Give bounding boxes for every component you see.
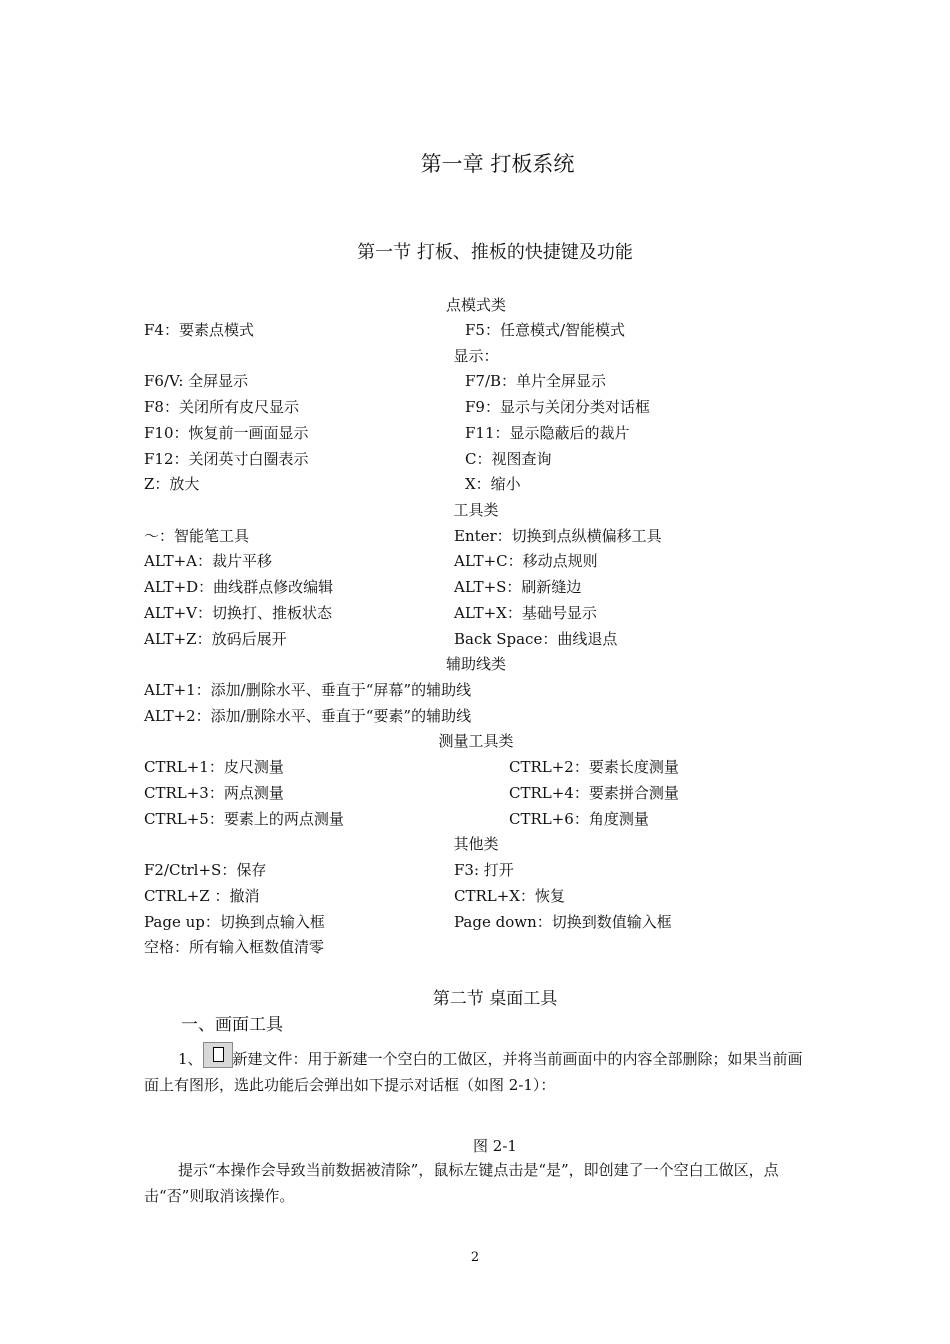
shortcut-f5: F5：任意模式/智能模式 [465, 321, 626, 339]
shortcut-pagedown: Page down：切换到数值输入框 [454, 913, 672, 931]
shortcut-ctrl-4: CTRL+4：要素拼合测量 [509, 784, 679, 802]
shortcut-ctrl-3: CTRL+3：两点测量 [144, 784, 284, 802]
shortcut-pageup: Page up：切换到点输入框 [144, 913, 325, 931]
shortcut-alt-a: ALT+A：裁片平移 [144, 552, 272, 570]
shortcut-f10: F10：恢复前一画面显示 [144, 424, 309, 442]
shortcut-tilde: ～：智能笔工具 [144, 527, 250, 545]
shortcut-ctrl-5: CTRL+5：要素上的两点测量 [144, 810, 344, 828]
shortcut-alt-z: ALT+Z：放码后展开 [144, 630, 287, 648]
shortcut-space: 空格：所有输入框数值清零 [144, 938, 325, 956]
category-tools: 工具类 [453, 501, 499, 519]
shortcut-enter: Enter：切换到点纵横偏移工具 [454, 527, 662, 545]
shortcut-alt-s: ALT+S：刷新缝边 [454, 578, 582, 596]
category-measure: 测量工具类 [438, 732, 514, 750]
page-number: 2 [470, 1250, 480, 1265]
shortcut-ctrl-2: CTRL+2：要素长度测量 [509, 758, 679, 776]
shortcut-alt-2: ALT+2：添加/删除水平、垂直于“要素”的辅助线 [144, 707, 472, 725]
shortcut-f6: F6/V: 全屏显示 [144, 372, 249, 390]
shortcut-redo: CTRL+X：恢复 [454, 887, 565, 905]
shortcut-ctrl-6: CTRL+6：角度测量 [509, 810, 649, 828]
section1-title: 第一节 打板、推板的快捷键及功能 [357, 242, 633, 263]
shortcut-open: F3: 打开 [454, 861, 514, 879]
section2-title: 第二节 桌面工具 [432, 989, 558, 1009]
shortcut-f11: F11：显示隐蔽后的裁片 [465, 424, 630, 442]
subsection-title: 一、画面工具 [181, 1015, 283, 1035]
category-other: 其他类 [453, 835, 499, 853]
shortcut-f12: F12：关闭英寸白圈表示 [144, 450, 309, 468]
shortcut-f4: F4：要素点模式 [144, 321, 254, 339]
category-point-mode: 点模式类 [445, 296, 506, 314]
shortcut-f7: F7/B：单片全屏显示 [465, 372, 607, 390]
figure-caption: 图 2-1 [473, 1137, 517, 1155]
shortcut-alt-1: ALT+1：添加/删除水平、垂直于“屏幕”的辅助线 [144, 681, 472, 699]
paragraph-number: 1、 [178, 1050, 203, 1068]
shortcut-save: F2/Ctrl+S：保存 [144, 861, 267, 879]
shortcut-f9: F9：显示与关闭分类对话框 [465, 398, 650, 416]
shortcut-x: X：缩小 [465, 475, 521, 493]
shortcut-undo: CTRL+Z ：撤消 [144, 887, 260, 905]
shortcut-alt-d: ALT+D：曲线群点修改编辑 [144, 578, 334, 596]
chapter-title: 第一章 打板系统 [420, 152, 575, 176]
shortcut-backspace: Back Space：曲线退点 [454, 630, 618, 648]
shortcut-f8: F8：关闭所有皮尺显示 [144, 398, 299, 416]
category-display: 显示： [453, 347, 499, 365]
category-guides: 辅助线类 [445, 655, 506, 673]
paragraph-new-file [144, 1042, 808, 1098]
shortcut-ctrl-1: CTRL+1：皮尺测量 [144, 758, 284, 776]
shortcut-alt-x: ALT+X：基础号显示 [454, 604, 597, 622]
paragraph-dialog-note: 提示“本操作会导致当前数据被清除”，鼠标左键点击是“是”，即创建了一个空白工做区，点击“否”则取消该操作。 [144, 1161, 779, 1205]
shortcut-c: C：视图查询 [465, 450, 552, 468]
new-file-icon [203, 1042, 233, 1068]
paragraph-new-file-text: 新建文件：用于新建一个空白的工做区，并将当前画面中的内容全部删除；如果当前画面上有图形，选此功能后会弹出如下提示对话框（如图 2-1）： [144, 1050, 803, 1094]
shortcut-alt-c: ALT+C：移动点规则 [454, 552, 598, 570]
shortcut-alt-v: ALT+V：切换打、推板状态 [144, 604, 332, 622]
shortcut-z: Z：放大 [144, 475, 200, 493]
